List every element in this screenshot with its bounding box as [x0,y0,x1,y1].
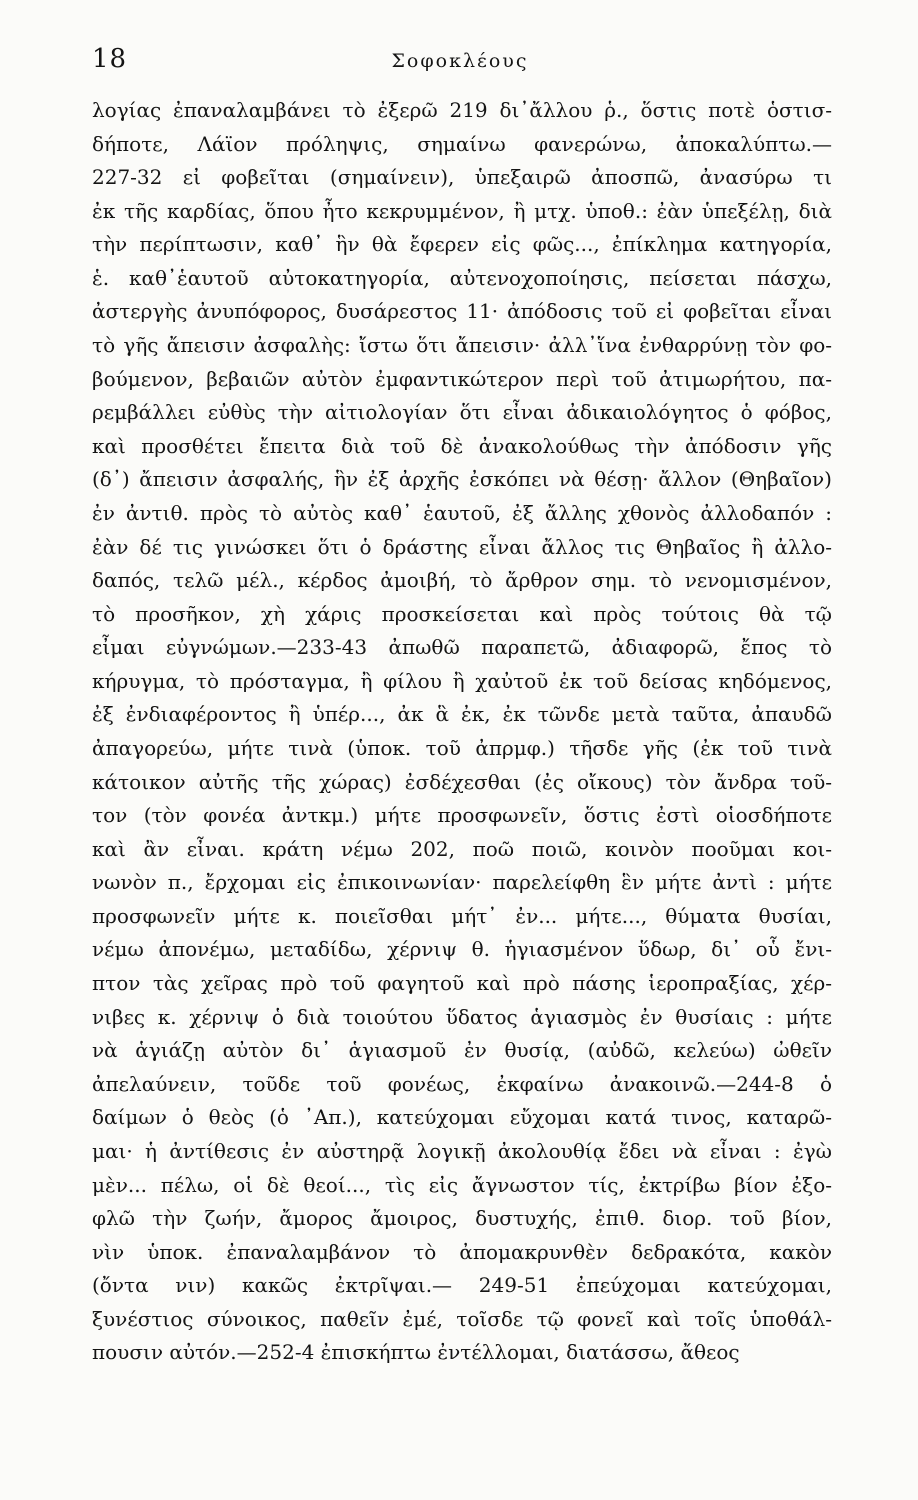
text-line: πτον τὰς χεῖρας πρὸ τοῦ φαγητοῦ καὶ πρὸ πάσης ἱεροπραξίας, χέρ- [92,971,832,996]
text-line: νὰ ἁγιάζῃ αὐτὸν δι᾽ ἁγιασμοῦ ἐν θυσίᾳ, (αὐδῶ, κελεύω) ὠθεῖν [92,1038,832,1063]
running-head: Σοφοκλέους [391,50,529,72]
text-line: τὸ προσῆκον, χὴ χάρις προσκείσεται καὶ πρὸς τούτοις θὰ τῷ [92,601,832,626]
page-header [90,40,830,80]
text-line: δαίμων ὁ θεὸς (ὁ ᾽Απ.), κατεύχομαι εὔχομαι κατά τινος, καταρῶ- [92,1105,832,1130]
text-line: νιβες κ. χέρνιψ ὁ διὰ τοιούτου ὕδατος ἁγιασμὸς ἐν θυσίαις : μήτε [92,1004,832,1029]
text-line: νωνὸν π., ἔρχομαι εἰς ἐπικοινωνίαν· παρελείφθη ἓν μήτε ἀντὶ : μήτε [92,870,832,895]
text-line: ἐν ἀντιθ. πρὸς τὸ αὐτὸς καθ᾽ ἑαυτοῦ, ἐξ ἄλλης χθονὸς ἀλλοδαπόν : [92,500,832,525]
text-line: ἐξ ἐνδιαφέροντος ἢ ὑπέρ..., ἀκ ἃ ἐκ, ἐκ τῶνδε μετὰ ταῦτα, ἀπαυδῶ [92,702,832,727]
text-line: εἶμαι εὐγνώμων.—233-43 ἀπωθῶ παραπετῶ, ἀδιαφορῶ, ἔπος τὸ [92,635,832,660]
text-line: κάτοικον αὐτῆς τῆς χώρας) ἐσδέχεσθαι (ἐς οἴκους) τὸν ἄνδρα τοῦ- [92,769,832,794]
text-line: προσφωνεῖν μήτε κ. ποιεῖσθαι μήτ᾽ ἐν... μήτε..., θύματα θυσίαι, [92,903,832,928]
text-line: μαι· ἡ ἀντίθεσις ἐν αὐστηρᾷ λογικῇ ἀκολουθίᾳ ἔδει νὰ εἶναι : ἐγὼ [92,1138,832,1163]
page-number: 18 [92,44,128,74]
text-line: 227-32 εἰ φοβεῖται (σημαίνειν), ὑπεξαιρῶ ἀποσπῶ, ἀνασύρω τι [92,165,832,190]
text-line: φλῶ τὴν ζωήν, ἄμορος ἄμοιρος, δυστυχής, ἐπιθ. διορ. τοῦ βίον, [92,1206,832,1231]
text-line: λογίας ἐπαναλαμβάνει τὸ ἐξερῶ 219 δι᾽ἄλλου ῥ., ὅστις ποτὲ ὁστισ- [92,98,832,122]
text-line: τὸ γῆς ἄπεισιν ἀσφαλὴς: ἴστω ὅτι ἄπεισιν· ἀλλ᾽ἵνα ἐνθαρρύνῃ τὸν φο- [92,333,832,358]
text-line: ξυνέστιος σύνοικος, παθεῖν ἐμέ, τοῖσδε τῷ φονεῖ καὶ τοῖς ὑποθάλ- [92,1306,832,1331]
text-line: νέμω ἀπονέμω, μεταδίδω, χέρνιψ θ. ἡγιασμένον ὕδωρ, δι᾽ οὗ ἔνι- [92,937,832,962]
text-line: βούμενον, βεβαιῶν αὐτὸν ἐμφαντικώτερον περὶ τοῦ ἀτιμωρήτου, πα- [92,366,832,391]
text-line: ἀπελαύνειν, τοῦδε τοῦ φονέως, ἐκφαίνω ἀνακοινῶ.—244-8 ὁ [92,1071,832,1096]
text-line: (ὄντα νιν) κακῶς ἐκτρῖψαι.— 249-51 ἐπεύχομαι κατεύχομαι, [92,1273,832,1298]
text-line: νὶν ὑποκ. ἐπαναλαμβάνον τὸ ἀπομακρυνθὲν δεδρακότα, κακὸν [92,1239,832,1264]
text-line: δαπός, τελῶ μέλ., κέρδος ἀμοιβή, τὸ ἄρθρον σημ. τὸ νενομισμένον, [92,568,832,593]
text-line: καὶ ἂν εἶναι. κράτη νέμω 202, ποῶ ποιῶ, κοινὸν ποοῦμαι κοι- [92,836,832,861]
text-line: μὲν... πέλω, οἱ δὲ θεοί..., τὶς εἰς ἄγνωστον τίς, ἐκτρίβω βίον ἐξο- [92,1172,832,1197]
text-line: ἐκ τῆς καρδίας, ὅπου ἦτο κεκρυμμένον, ἢ μτχ. ὑποθ.: ἐὰν ὑπεξέλῃ, διὰ [92,198,832,223]
text-line: δήποτε, Λάϊον πρόληψις, σημαίνω φανερώνω, ἀποκαλύπτω.— [92,131,832,156]
text-line: (δ᾽) ἄπεισιν ἀσφαλής, ἣν ἐξ ἀρχῆς ἐσκόπει νὰ θέσῃ· ἄλλον (Θηβαῖον) [92,467,832,492]
text-line: ἐὰν δέ τις γινώσκει ὅτι ὁ δράστης εἶναι ἄλλος τις Θηβαῖος ἢ ἀλλο- [92,534,832,559]
text-line: τὴν περίπτωσιν, καθ᾽ ἣν θὰ ἔφερεν εἰς φῶς..., ἐπίκλημα κατηγορία, [92,232,832,257]
commentary-text [92,94,832,1370]
text-line: ἀπαγορεύω, μήτε τινὰ (ὑποκ. τοῦ ἀπρμφ.) τῆσδε γῆς (ἐκ τοῦ τινὰ [92,735,832,760]
text-line: τον (τὸν φονέα ἀντκμ.) μήτε προσφωνεῖν, ὅστις ἐστὶ οἱοσδήποτε [92,803,832,828]
text-line: ἀστεργὴς ἀνυπόφορος, δυσάρεστος 11· ἀπόδοσις τοῦ εἰ φοβεῖται εἶναι [92,299,832,324]
text-line: πουσιν αὐτόν.—252-4 ἐπισκήπτω ἐντέλλομαι, διατάσσω, ἄθεος [92,1340,740,1365]
text-line: ἑ. καθ᾽ἑαυτοῦ αὐτοκατηγορία, αὐτενοχοποίησις, πείσεται πάσχω, [92,265,832,290]
text-line: κήρυγμα, τὸ πρόσταγμα, ἢ φίλου ἢ χαὐτοῦ ἐκ τοῦ δείσας κηδόμενος, [92,668,832,693]
text-line: καὶ προσθέτει ἔπειτα διὰ τοῦ δὲ ἀνακολούθως τὴν ἀπόδοσιν γῆς [92,433,832,458]
text-line: ρεμβάλλει εὐθὺς τὴν αἰτιολογίαν ὅτι εἶναι ἀδικαιολόγητος ὁ φόβος, [92,400,832,425]
